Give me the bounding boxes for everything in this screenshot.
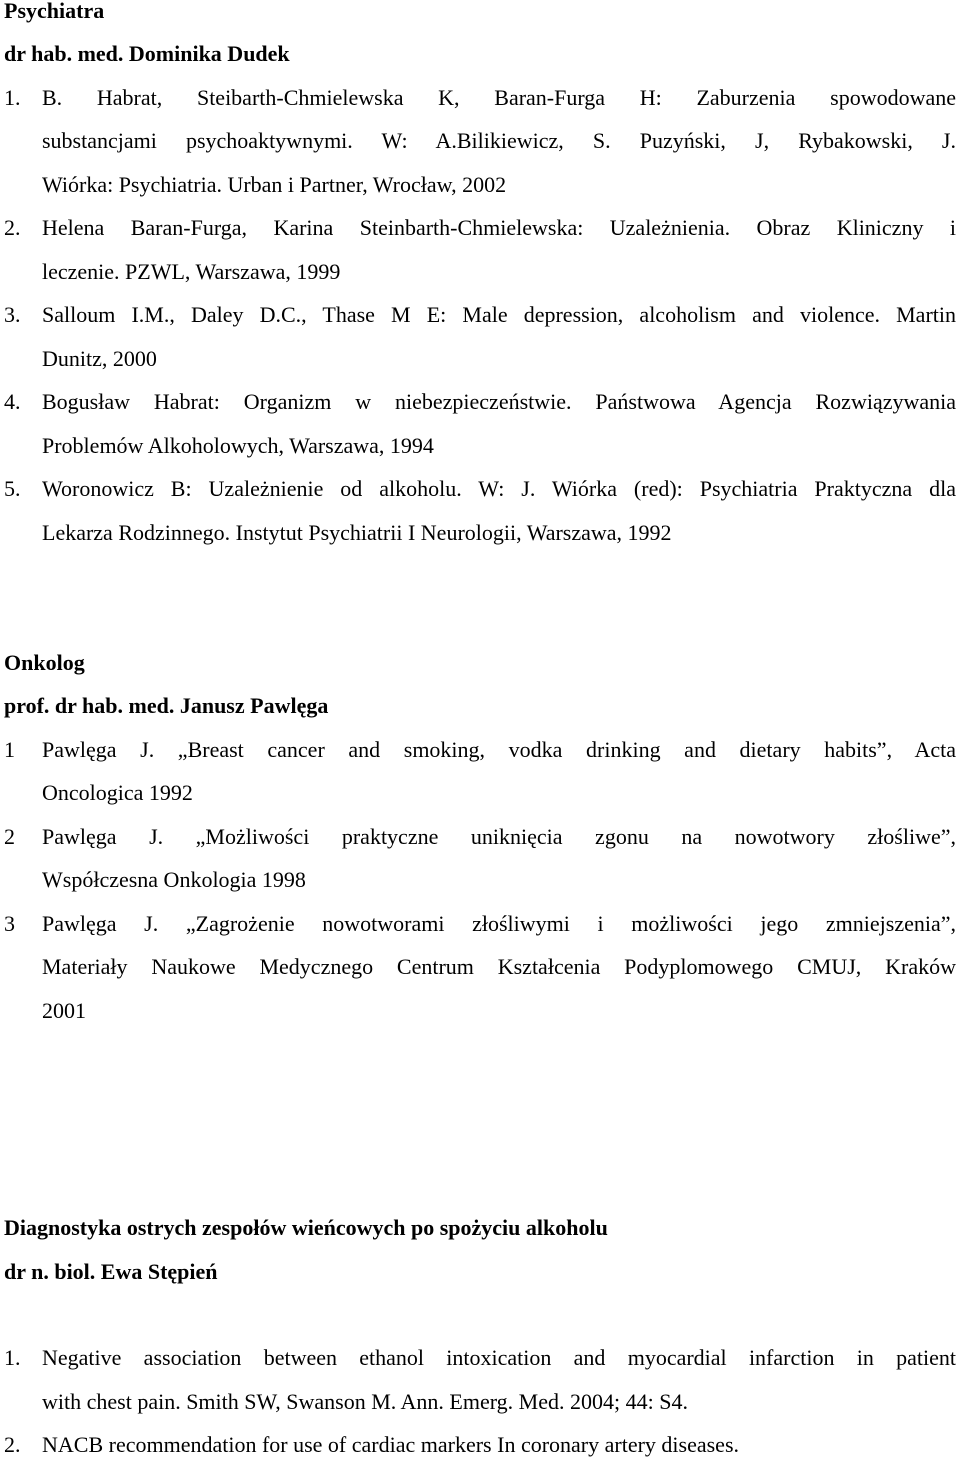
ref-line: Pawlęga J. „Breast cancer and smoking, vodka drinking and dietary habits”, Acta xyxy=(42,737,956,762)
ref-number: 2. xyxy=(4,1432,21,1457)
ref-line: Pawlęga J. „Zagrożenie nowotworami złośliwymi i możliwości jego zmniejszenia”, xyxy=(42,911,956,936)
ref-number: 5. xyxy=(4,476,21,501)
ref-line: Negative association between ethanol intoxication and myocardial infarction in patient xyxy=(42,1345,956,1370)
ref-line: Wiórka: Psychiatria. Urban i Partner, Wrocław, 2002 xyxy=(42,172,507,197)
ref-line: Woronowicz B: Uzależnienie od alkoholu. W: J. Wiórka (red): Psychiatria Praktyczna dla xyxy=(42,476,956,501)
ref-number: 3 xyxy=(4,911,15,936)
ref-line: NACB recommendation for use of cardiac markers In coronary artery diseases. xyxy=(42,1432,740,1457)
ref-line: with chest pain. Smith SW, Swanson M. Ann. Emerg. Med. 2004; 44: S4. xyxy=(42,1389,688,1414)
ref-line: Bogusław Habrat: Organizm w niebezpieczeństwie. Państwowa Agencja Rozwiązywania xyxy=(42,389,956,414)
ref-line: Współczesna Onkologia 1998 xyxy=(42,867,306,892)
section-heading: Psychiatra xyxy=(4,0,105,23)
ref-number: 1. xyxy=(4,85,21,110)
section-author: dr hab. med. Dominika Dudek xyxy=(4,41,290,66)
ref-number: 1. xyxy=(4,1345,21,1370)
ref-number: 4. xyxy=(4,389,21,414)
ref-line: substancjami psychoaktywnymi. W: A.Bilikiewicz, S. Puzyński, J, Rybakowski, J. xyxy=(42,128,956,153)
ref-number: 2 xyxy=(4,824,15,849)
ref-line: B. Habrat, Steibarth-Chmielewska K, Baran-Furga H: Zaburzenia spowodowane xyxy=(42,85,956,110)
ref-line: leczenie. PZWL, Warszawa, 1999 xyxy=(42,259,341,284)
section-author: prof. dr hab. med. Janusz Pawlęga xyxy=(4,693,329,718)
ref-number: 3. xyxy=(4,302,21,327)
ref-line: Dunitz, 2000 xyxy=(42,346,157,371)
ref-line: Oncologica 1992 xyxy=(42,780,193,805)
ref-line: Salloum I.M., Daley D.C., Thase M E: Male depression, alcoholism and violence. Martin xyxy=(42,302,956,327)
ref-line: Pawlęga J. „Możliwości praktyczne uniknięcia zgonu na nowotwory złośliwe”, xyxy=(42,824,956,849)
ref-line: Problemów Alkoholowych, Warszawa, 1994 xyxy=(42,433,434,458)
section-author: dr n. biol. Ewa Stępień xyxy=(4,1259,218,1284)
ref-line: Helena Baran-Furga, Karina Steinbarth-Chmielewska: Uzależnienia. Obraz Kliniczny i xyxy=(42,215,956,240)
section-heading: Diagnostyka ostrych zespołów wieńcowych po spożyciu alkoholu xyxy=(4,1215,608,1240)
ref-number: 2. xyxy=(4,215,21,240)
section-heading: Onkolog xyxy=(4,650,85,675)
ref-line: Materiały Naukowe Medycznego Centrum Kształcenia Podyplomowego CMUJ, Kraków xyxy=(42,954,956,979)
ref-number: 1 xyxy=(4,737,15,762)
ref-line: Lekarza Rodzinnego. Instytut Psychiatrii I Neurologii, Warszawa, 1992 xyxy=(42,520,672,545)
ref-line: 2001 xyxy=(42,998,86,1023)
